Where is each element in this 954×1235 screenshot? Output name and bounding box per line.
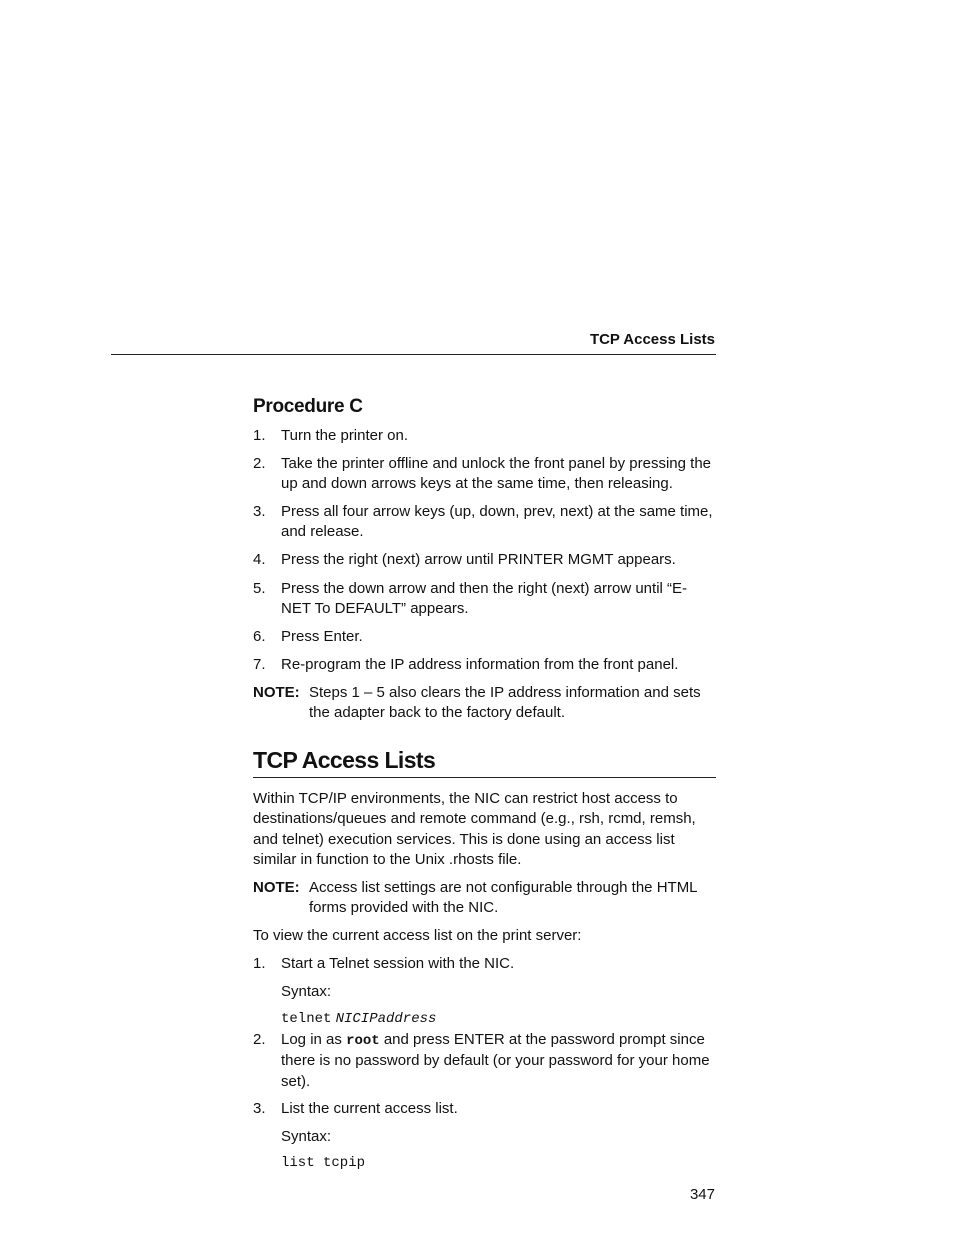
command-argument: NICIPaddress bbox=[335, 1011, 437, 1027]
step-number: 4. bbox=[253, 551, 266, 568]
running-header-title: TCP Access Lists bbox=[589, 331, 715, 348]
access-list-note bbox=[253, 878, 716, 919]
inline-code: root bbox=[346, 1033, 380, 1049]
step-text: List the current access list. bbox=[281, 1100, 458, 1117]
list-item bbox=[253, 579, 716, 620]
step-text: Take the printer offline and unlock the front panel by pressing the up and down arrows keys at the same time, then releasing. bbox=[281, 455, 711, 493]
list-item bbox=[253, 1099, 716, 1119]
procedure-note bbox=[253, 683, 716, 724]
step-number: 5. bbox=[253, 580, 266, 597]
list-item bbox=[253, 1030, 716, 1092]
step-number: 3. bbox=[253, 503, 266, 520]
syntax-label bbox=[253, 982, 716, 1002]
command-text: list tcpip bbox=[281, 1155, 366, 1171]
list-item bbox=[253, 550, 716, 570]
step-text: Press the right (next) arrow until PRINTER MGMT appears. bbox=[281, 551, 676, 568]
note-text: Access list settings are not configurable through the HTML forms provided with the NIC. bbox=[309, 879, 697, 917]
step-number: 3. bbox=[253, 1100, 266, 1117]
code-line bbox=[253, 1153, 716, 1173]
list-item bbox=[253, 502, 716, 543]
step-number: 6. bbox=[253, 628, 266, 645]
step-number: 1. bbox=[253, 955, 266, 972]
step-text: Press the down arrow and then the right (next) arrow until “E-NET To DEFAULT” appears. bbox=[281, 580, 688, 618]
step-number: 2. bbox=[253, 1031, 266, 1048]
step-text: Start a Telnet session with the NIC. bbox=[281, 955, 515, 972]
note-label: NOTE: bbox=[253, 684, 300, 701]
command-text: telnet bbox=[281, 1011, 332, 1027]
header-divider bbox=[111, 354, 716, 355]
note-label: NOTE: bbox=[253, 879, 300, 896]
lead-paragraph: To view the current access list on the print server: bbox=[253, 927, 582, 944]
step-number: 2. bbox=[253, 455, 266, 472]
section-heading: TCP Access Lists bbox=[253, 747, 436, 773]
list-item bbox=[253, 454, 716, 495]
intro-paragraph: Within TCP/IP environments, the NIC can restrict host access to destinations/queues and remote command (e.g., rsh, rcmd, remsh, and telnet) execution services. This is done using an access list similar in function to the Unix .rhosts file. bbox=[253, 790, 696, 868]
syntax-label bbox=[253, 1127, 716, 1147]
step-text: Re-program the IP address information from the front panel. bbox=[281, 656, 679, 673]
syntax-label-text: Syntax: bbox=[281, 1128, 332, 1145]
step-text: Press Enter. bbox=[281, 628, 363, 645]
syntax-label-text: Syntax: bbox=[281, 983, 332, 1000]
step-text-post: and press ENTER at the password prompt since there is no password by default (or your password for your home set). bbox=[281, 1031, 710, 1090]
page-number: 347 bbox=[689, 1186, 715, 1203]
section-divider bbox=[253, 777, 716, 778]
procedure-c-heading: Procedure C bbox=[253, 396, 363, 417]
list-item bbox=[253, 426, 716, 446]
note-text: Steps 1 – 5 also clears the IP address information and sets the adapter back to the factory default. bbox=[309, 684, 701, 722]
step-text-pre: Log in as bbox=[281, 1031, 342, 1048]
step-text: Turn the printer on. bbox=[281, 427, 409, 444]
step-text: Press all four arrow keys (up, down, prev, next) at the same time, and release. bbox=[281, 503, 713, 541]
step-number: 7. bbox=[253, 656, 266, 673]
code-line bbox=[253, 1008, 716, 1029]
list-item bbox=[253, 954, 716, 974]
step-number: 1. bbox=[253, 427, 266, 444]
list-item bbox=[253, 627, 716, 647]
list-item bbox=[253, 655, 716, 675]
